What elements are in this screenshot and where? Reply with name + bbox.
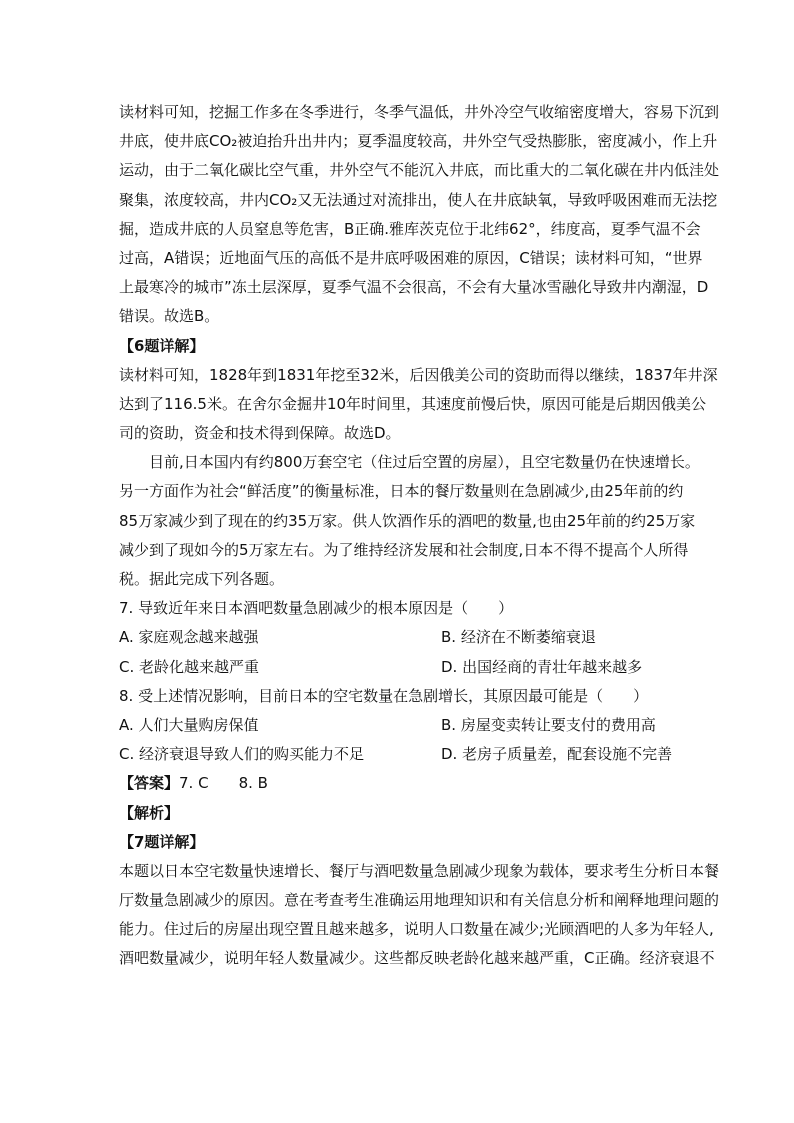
option-a: A. 家庭观念越来越强 <box>119 628 259 647</box>
text-line: 掘，造成井底的人员窒息等危害，B正确.雅库茨克位于北纬62°，纬度高，夏季气温不会 <box>119 219 701 238</box>
text-line: 本题以日本空宅数量快速增长、餐厅与酒吧数量急剧减少现象为载体，要求考生分析日本餐 <box>119 861 720 880</box>
text-line: 运动，由于二氧化碳比空气重，井外空气不能沉入井底，而比重大的二氧化碳在井内低洼处 <box>119 161 720 180</box>
option-b: B. 房屋变卖转让要支付的费用高 <box>441 715 656 734</box>
option-d: D. 出国经商的青壮年越来越多 <box>441 657 643 676</box>
answer-label: 【答案】 <box>119 774 180 793</box>
text-line: 井底，使井底CO₂被迫抬升出井内；夏季温度较高，井外空气受热膨胀，密度减小，作上升 <box>119 132 718 151</box>
option-d: D. 老房子质量差，配套设施不完善 <box>441 745 673 764</box>
text-line: 读材料可知，1828年到1831年挖至32米，后因俄美公司的资助而得以继续，1837年井深 <box>119 365 718 384</box>
text-line: 过高，A错误；近地面气压的高低不是井底呼吸困难的原因，C错误；读材料可知，“世界 <box>119 248 703 267</box>
material-line: 85万家减少到了现在的约35万家。供人饮酒作乐的酒吧的数量,也由25年前的约25万家 <box>119 511 696 530</box>
material-line: 减少到了现如今的5万家左右。为了维持经济发展和社会制度,日本不得不提高个人所得 <box>119 540 689 559</box>
section-heading-q6: 【6题详解】 <box>119 336 205 355</box>
text-line: 司的资助，资金和技术得到保障。故选D。 <box>119 424 401 443</box>
text-line: 错误。故选B。 <box>119 307 220 326</box>
material-line: 另一方面作为社会“鲜活度”的衡量标准，日本的餐厅数量则在急剧减少,由25年前的约 <box>119 482 684 501</box>
question-8-options-row-1 <box>119 711 675 740</box>
text-line: 酒吧数量减少，说明年轻人数量减少。这些都反映老龄化越来越严重，C正确。经济衰退不 <box>119 949 715 968</box>
material-line: 税。据此完成下列各题。 <box>119 570 285 588</box>
text-line: 达到了116.5米。在舍尔金掘井10年时间里，其速度前慢后快，原因可能是后期因俄美公 <box>119 394 707 413</box>
text-line: 能力。住过后的房屋出现空置且越来越多，说明人口数量在减少;光顾酒吧的人多为年轻人, <box>119 920 714 939</box>
text-line: 厅数量急剧减少的原因。意在考查考生准确运用地理知识和有关信息分析和阐释地理问题的 <box>119 891 720 910</box>
section-heading-q7: 【7题详解】 <box>119 832 205 851</box>
answer-line <box>119 769 675 798</box>
material-line: 目前,日本国内有约800万套空宅（住过后空置的房屋），且空宅数量仍在快速增长。 <box>149 453 700 472</box>
text-line: 读材料可知，挖掘工作多在冬季进行，冬季气温低，井外冷空气收缩密度增大，容易下沉到 <box>119 103 720 121</box>
question-7-stem: 7. 导致近年来日本酒吧数量急剧减少的根本原因是（ ） <box>119 599 514 618</box>
option-c: C. 经济衰退导致人们的购买能力不足 <box>119 745 365 764</box>
option-a: A. 人们大量购房保值 <box>119 715 259 734</box>
option-b: B. 经济在不断萎缩衰退 <box>441 628 596 647</box>
text-line: 上最寒冷的城市”冻土层深厚，夏季气温不会很高，不会有大量冰雪融化导致井内潮湿，D <box>119 278 709 297</box>
question-8-stem: 8. 受上述情况影响，目前日本的空宅数量在急剧增长，其原因最可能是（ ） <box>119 686 649 705</box>
question-7-options-row-1 <box>119 623 675 652</box>
question-8-options-row-2 <box>119 740 675 769</box>
page-content <box>119 98 720 974</box>
text-line: 聚集，浓度较高，井内CO₂又无法通过对流排出，使人在井底缺氧，导致呼吸困难而无法挖 <box>119 190 718 209</box>
question-7-options-row-2 <box>119 653 675 682</box>
option-c: C. 老龄化越来越严重 <box>119 657 260 676</box>
answer-value: 7. C 8. B <box>179 774 268 793</box>
analysis-heading: 【解析】 <box>119 803 180 822</box>
